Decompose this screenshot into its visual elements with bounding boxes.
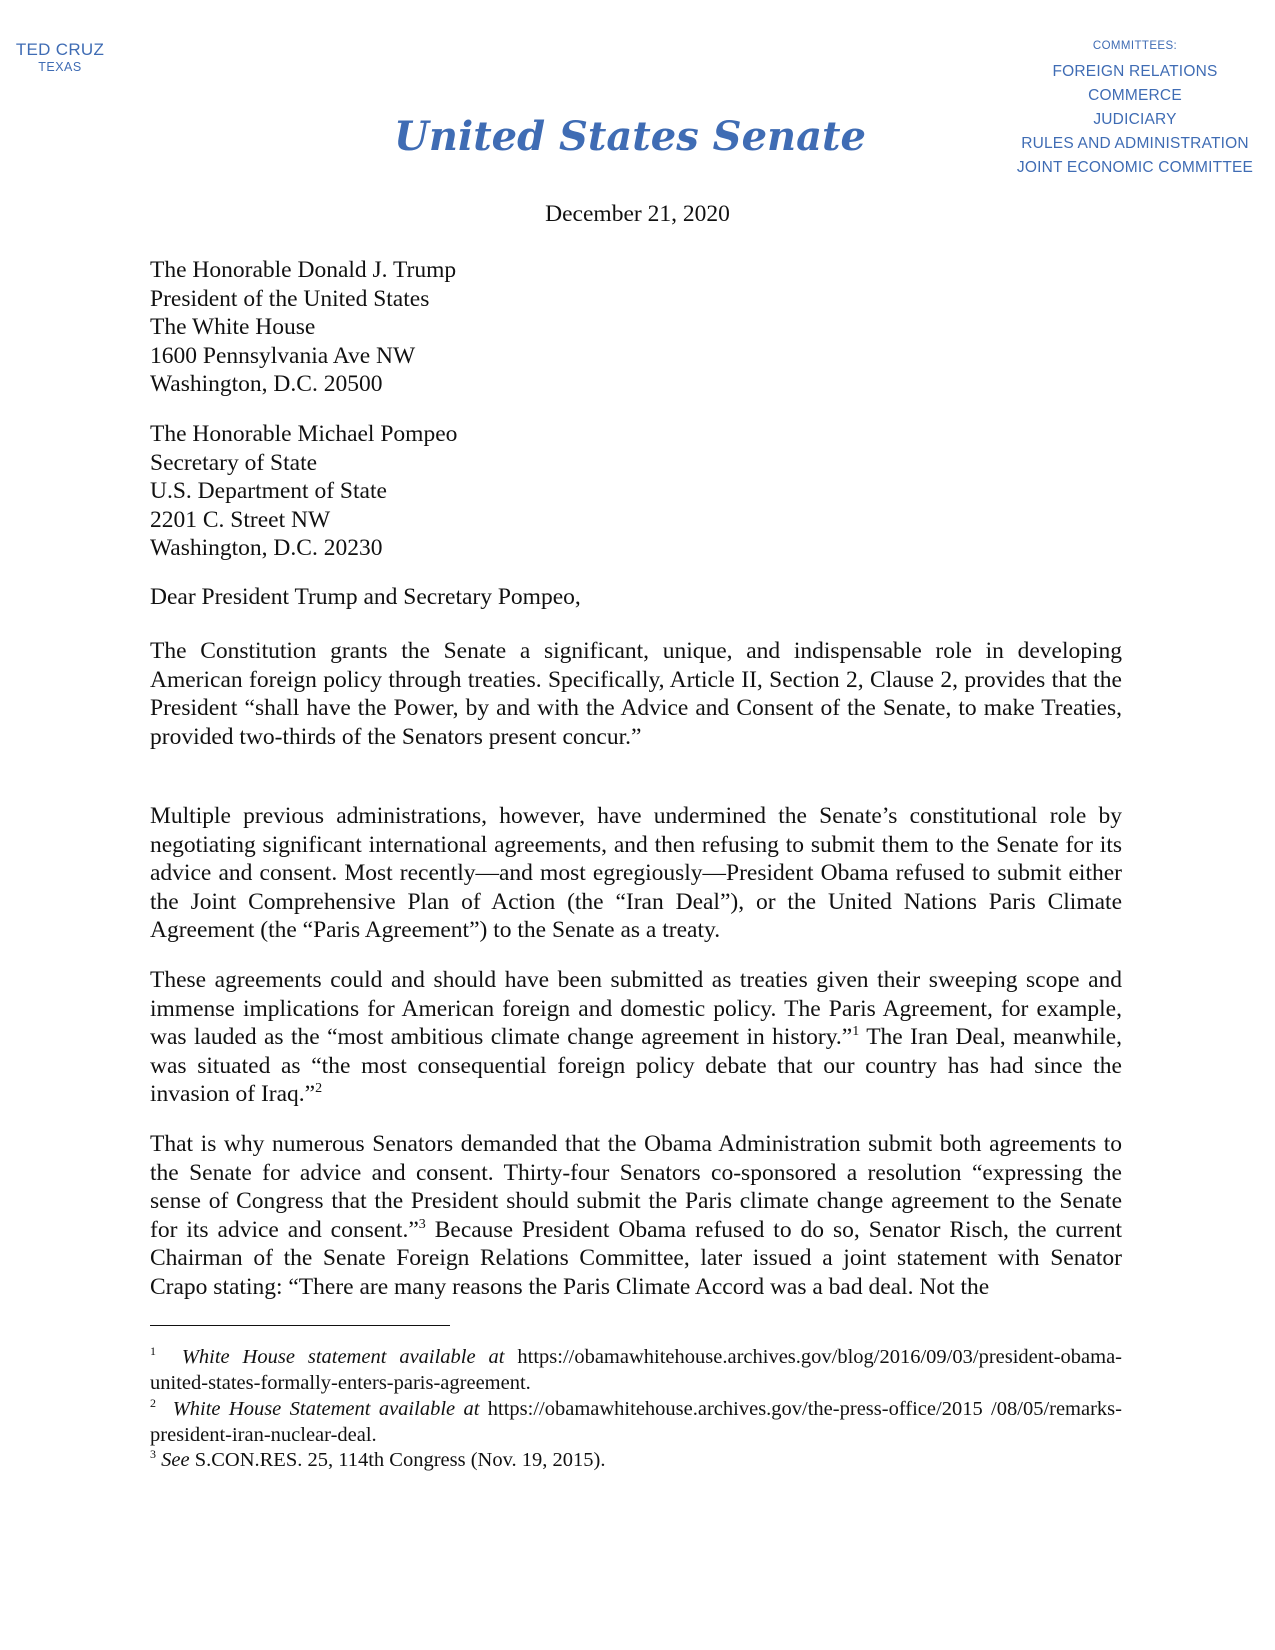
footnote-number: 3 xyxy=(150,1447,156,1461)
senate-logo-text: United States Senate xyxy=(394,113,866,160)
address-line: The Honorable Donald J. Trump xyxy=(150,257,457,283)
letterhead-sender xyxy=(0,40,120,75)
paragraph-text: Because President Obama refused to do so, Senator Risch, the current Chairman of the Senate Foreign Relations Committee, later issued a joint statement with Senator Crapo stating: “There are many reasons the Paris Climate Accord was a bad deal. Not the xyxy=(150,1216,1122,1300)
salutation xyxy=(150,583,1122,612)
footnote-2 xyxy=(150,1397,1122,1448)
footnote-number: 2 xyxy=(150,1396,156,1410)
letterhead-committees xyxy=(1000,38,1270,180)
footnote-ref-3: 3 xyxy=(418,1216,426,1232)
address-line: 2201 C. Street NW xyxy=(150,506,331,533)
footnote-link[interactable]: https://obamawhitehouse.archives.gov/the-press-office/2015 /08/05/remarks-president-iran-nuclear-deal. xyxy=(150,1398,1122,1446)
footnote-text: S.CON.RES. 25, 114th Congress (Nov. 19, 2015). xyxy=(189,1449,606,1471)
address-line: Secretary of State xyxy=(150,449,318,476)
senate-logo xyxy=(380,105,880,165)
address-line: The White House xyxy=(150,314,316,340)
footnote-ref-1: 1 xyxy=(852,1024,860,1039)
letter-date: December 21, 2020 xyxy=(545,201,730,227)
footnote-lead: White House statement available at xyxy=(181,1346,505,1368)
body-paragraph-4 xyxy=(150,1130,1122,1301)
address-line: The Honorable Michael Pompeo xyxy=(150,421,458,447)
paragraph-text: These agreements could and should have been submitted as treaties given their sweeping scope and immense implications for American foreign and domestic policy. The Paris Agreement, for example, was lauded as the “most ambitious climate change agreement in history.” xyxy=(150,967,1122,1050)
footnote-lead: See xyxy=(161,1449,190,1471)
committees-heading: COMMITTEES: xyxy=(1092,40,1178,52)
footnote-link[interactable]: https://obamawhitehouse.archives.gov/blog/2016/09/03/president-obama-united-states-formally-enters-paris-agreement. xyxy=(150,1346,1123,1394)
sender-state: TEXAS xyxy=(38,60,82,74)
address-line: President of the United States xyxy=(150,285,430,312)
committee-item: JOINT ECONOMIC COMMITTEE xyxy=(1016,159,1254,176)
footnote-3 xyxy=(150,1448,1122,1474)
recipient-address-trump xyxy=(150,256,1122,399)
salutation-text: Dear President Trump and Secretary Pompeo, xyxy=(150,584,581,610)
body-paragraph-2: Multiple previous administrations, however, have undermined the Senate’s constitutional role by negotiating significant international agreements, and then refusing to submit them to the Senate for its advice and consent. Most recently—and most egregiously—President Obama refused to submit either the Joint Comprehensive Plan of Action (the “Iran Deal”), or the United Nations Paris Climate Agreement (the “Paris Agreement”) to the Senate as a treaty. xyxy=(150,803,1122,943)
paragraph-text: The Iran Deal, meanwhile, was situated as “the most consequential foreign policy debate that our country has had since the invasion of Iraq.” xyxy=(150,1024,1122,1107)
footnote-divider xyxy=(150,1325,450,1326)
paragraph-text: That is why numerous Senators demanded that the Obama Administration submit both agreements to the Senate for advice and consent. Thirty-four Senators co-sponsored a resolution “expressing the sense of Congress that the President should submit the Paris climate change agreement to the Senate for its advice and consent.” xyxy=(150,1131,1122,1243)
address-line: 1600 Pennsylvania Ave NW xyxy=(150,342,416,369)
body-paragraph-1: The Constitution grants the Senate a significant, unique, and indispensable role in developing American foreign policy through treaties. Specifically, Article II, Section 2, Clause 2, provides that the President “shall have the Power, by and with the Advice and Consent of the Senate, to make Treaties, provided two-thirds of the Senators present concur.” xyxy=(150,638,1122,750)
footnote-lead: White House Statement available at xyxy=(172,1398,480,1420)
address-line: U.S. Department of State xyxy=(150,478,387,504)
footnote-ref-2: 2 xyxy=(315,1081,323,1096)
committee-item: FOREIGN RELATIONS xyxy=(1052,63,1218,80)
sender-name: TED CRUZ xyxy=(15,40,105,59)
footnote-number: 1 xyxy=(150,1344,156,1358)
footnote-1 xyxy=(150,1345,1122,1396)
body-paragraph-3 xyxy=(150,966,1122,1109)
committee-item: COMMERCE xyxy=(1088,87,1182,104)
committee-item: JUDICIARY xyxy=(1093,111,1177,128)
address-line: Washington, D.C. 20500 xyxy=(150,371,383,397)
committee-item: RULES AND ADMINISTRATION xyxy=(1021,135,1249,152)
address-line: Washington, D.C. 20230 xyxy=(150,535,383,561)
recipient-address-pompeo xyxy=(150,420,1122,563)
